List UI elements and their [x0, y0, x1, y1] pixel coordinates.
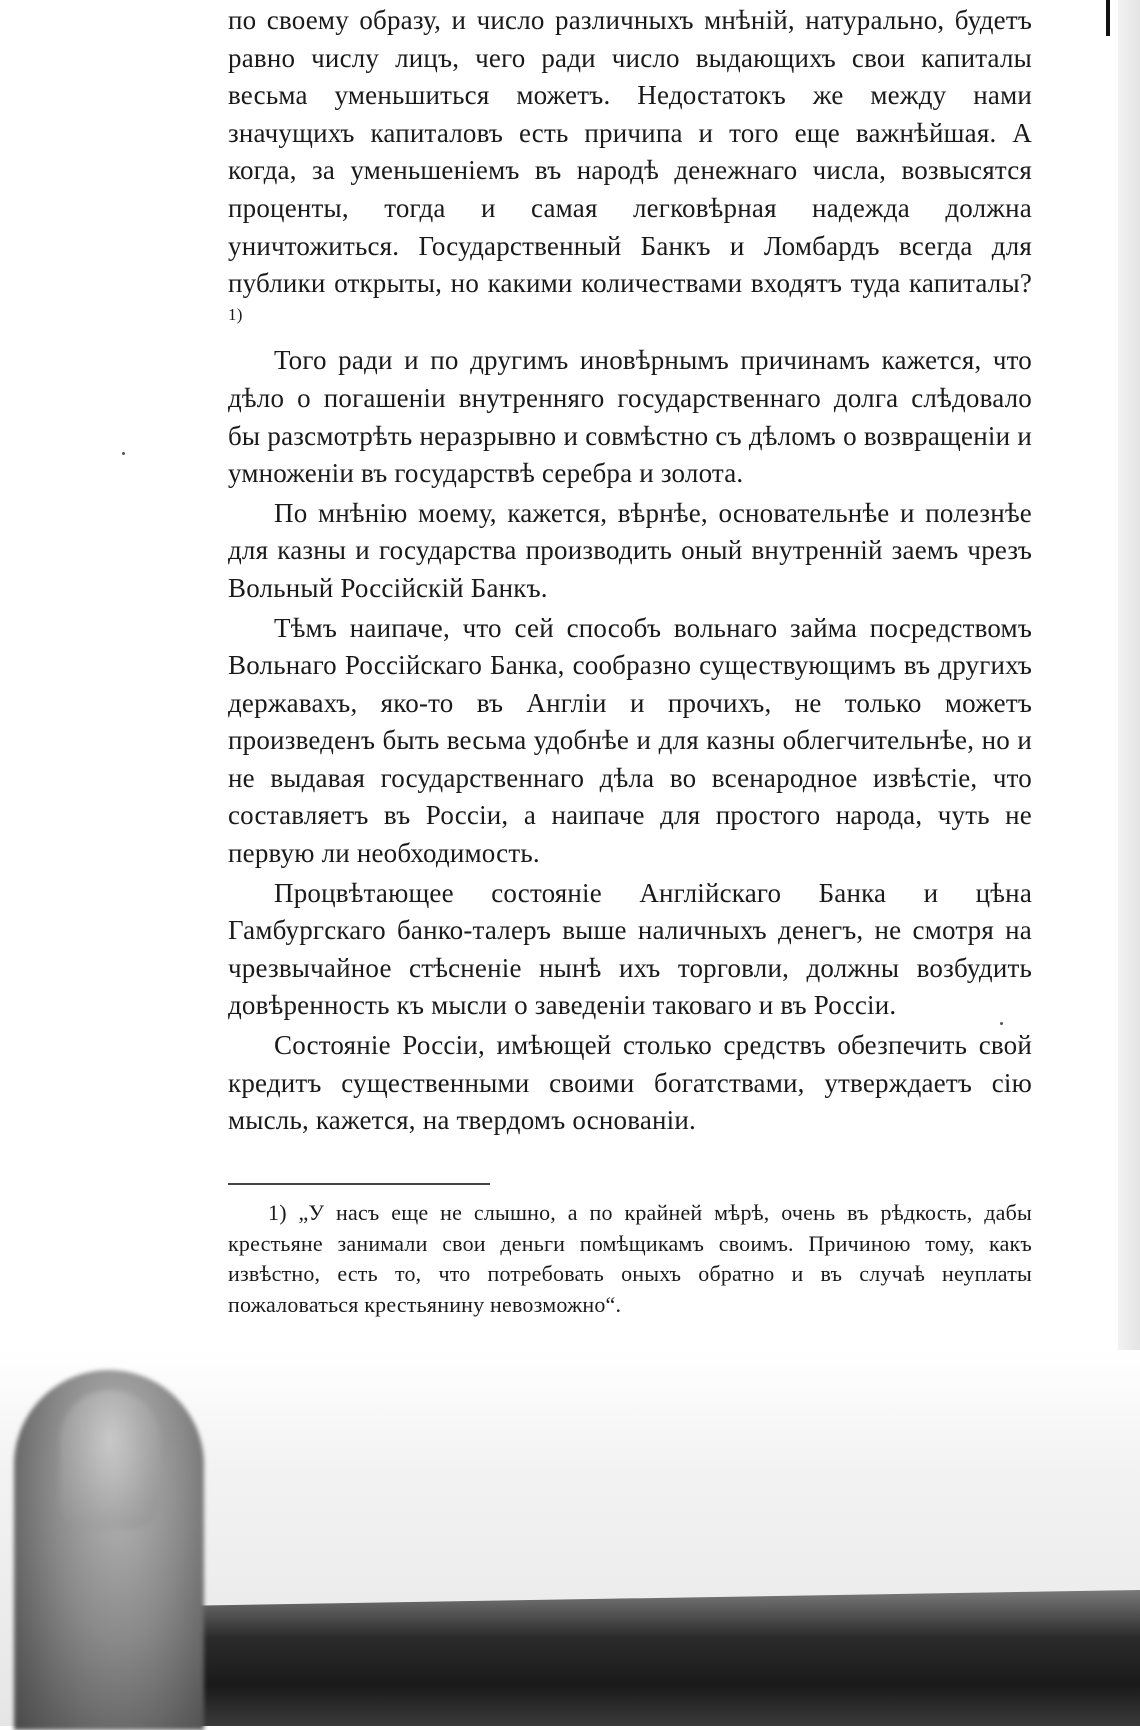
footnote	[228, 1198, 1032, 1320]
dust-speck	[122, 452, 125, 455]
footnote-paragraph	[228, 1198, 1032, 1320]
paragraph-1	[228, 2, 1032, 340]
book-edge-shadow	[150, 1590, 1140, 1726]
paragraph-2: Того ради и по другимъ иновѣрнымъ причинамъ кажется, что дѣло о погашеніи внутренняго государственнаго долга слѣдовало бы разсмотрѣть неразрывно и совмѣстно съ дѣломъ о возвращеніи и умноженіи въ государствѣ серебра и золота.	[228, 345, 1032, 489]
paragraph-5: Процвѣтающее состояніе Англійскаго Банка и цѣна Гамбургскаго банко-талеръ выше наличныхъ денегъ, не смотря на чрезвычайное стѣсненіе нынѣ ихъ торговли, должны возбудить довѣренность къ мысли о заведеніи таковаго и въ Россіи.	[228, 877, 1032, 1021]
paragraph-6: Состояніе Россіи, имѣющей столько средствъ обезпечить свой кредитъ существенными своими богатствами, утверждаетъ сію мысль, кажется, на твердомъ основаніи.	[228, 1030, 1032, 1136]
footnote-reference: 1)	[228, 304, 243, 324]
footnote-text: „У насъ еще не слышно, а по крайней мѣрѣ, очень въ рѣдкость, дабы крестьяне занимали свои деньги помѣщикамъ своимъ. Причиною тому, какъ извѣстно, есть то, что потребовать оныхъ обратно и въ случаѣ неуплаты пожаловаться крестьянину невозможно“.	[228, 1200, 1032, 1317]
paragraph-1-text: по своему образу, и число различныхъ мнѣній, натурально, будетъ равно числу лицъ, чего ради число выдающихъ свои капиталы весьма уменьшиться можетъ. Недостатокъ же между нами значущихъ капиталовъ есть причипа и того еще важнѣйшая. А когда, за уменьшеніемъ въ народѣ денежнаго числа, возвысятся проценты, тогда и самая легковѣрная надежда должна уничтожиться. Государственный Банкъ и Ломбардъ всегда для публики открыты, но какими количествами входятъ туда капиталы?	[228, 5, 1032, 299]
footnote-divider	[228, 1183, 490, 1185]
dust-speck	[1000, 1022, 1003, 1025]
main-text	[228, 2, 1032, 1140]
footnote-marker: 1)	[268, 1200, 287, 1225]
page-edge-mark	[1106, 0, 1110, 36]
paragraph-3: По мнѣнію моему, кажется, вѣрнѣе, основательнѣе и полезнѣе для казны и государства производить оный внутренній заемъ чрезъ Вольный Россійскій Банкъ.	[228, 497, 1032, 603]
scanner-thumb-highlight	[60, 1390, 160, 1530]
paragraph-4: Тѣмъ наипаче, что сей способъ вольнаго займа посредствомъ Вольнаго Россійскаго Банка, сообразно существующимъ въ другихъ державахъ, яко-то въ Англіи и прочихъ, не только можетъ произведенъ быть весьма удобнѣе и для казны облегчительнѣе, но и не выдавая государственнаго дѣла во всенародное извѣстіе, что составляетъ въ Россіи, а наипаче для простого народа, чуть не первую ли необходимость.	[228, 612, 1032, 869]
